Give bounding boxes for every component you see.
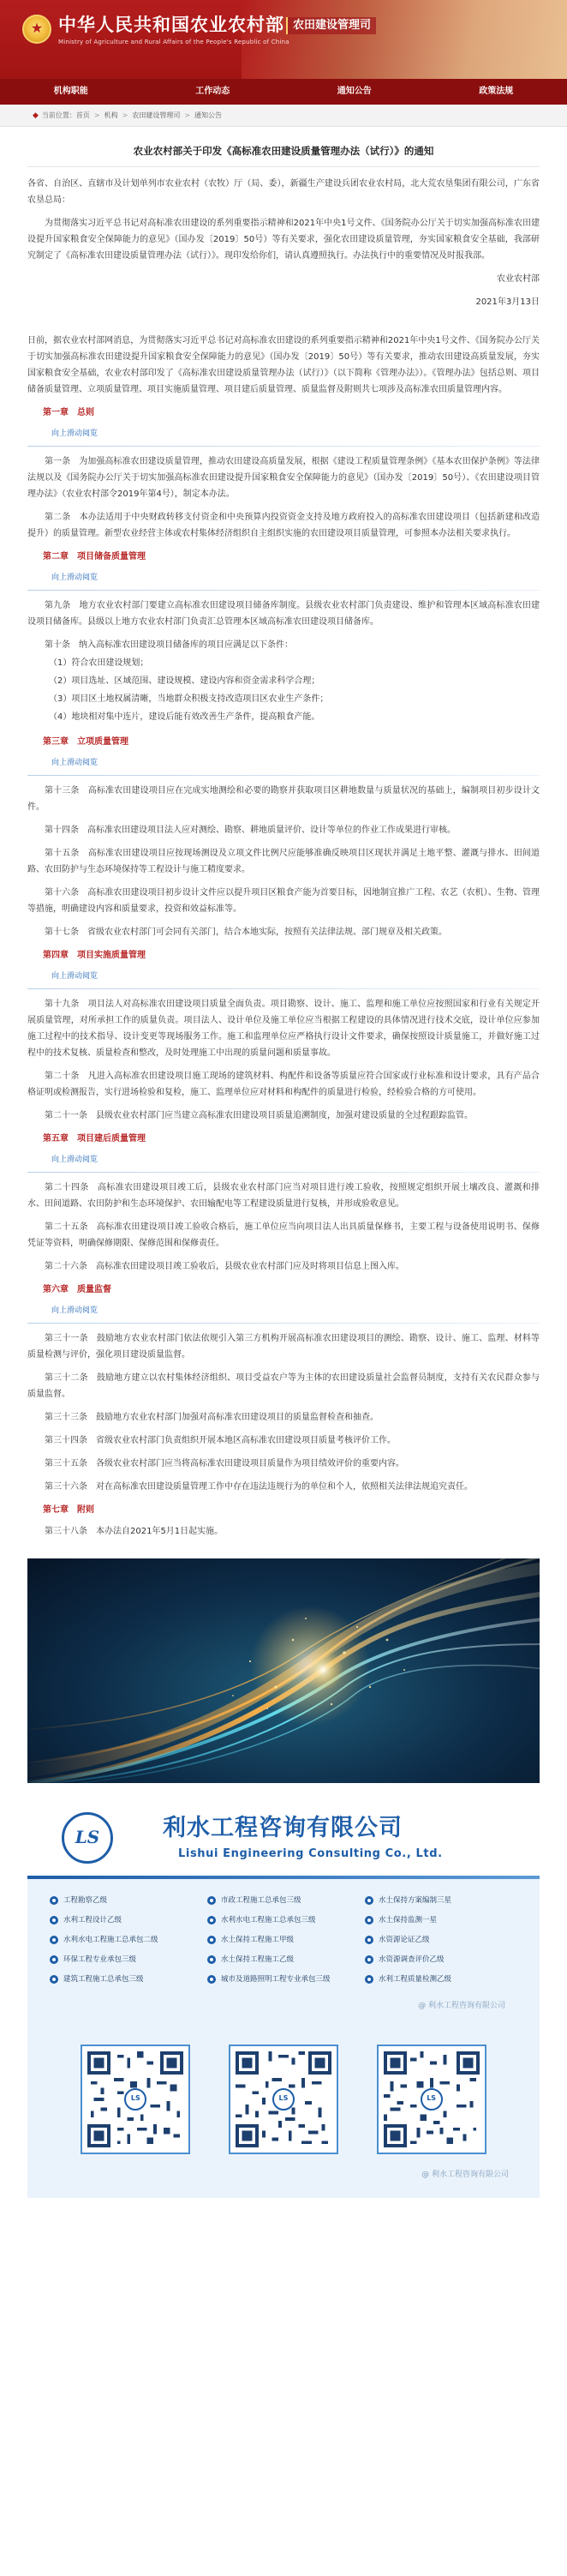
qualification-label: 水利水电工程施工总承包二级 [63,1936,158,1944]
breadcrumb-separator: > [93,111,100,119]
article-clause: 第三十三条 鼓励地方农业农村部门加强对高标准农田建设项目的质量监督检查和抽查。 [45,1413,379,1422]
location-pin-icon: ◆ [33,111,39,120]
notice-body: 为贯彻落实习近平总书记对高标准农田建设的系列重要指示精神和2021年中央1号文件、《国务院办公厅关于切实加强高标准农田建设提升国家粮食安全保障能力的意见》（国办发〔2019〕50号）等有关要求，强化农田建设质量管理，夯实国家粮食安全基础，我部研究制定了《高标准农田建设质量管理办法（试行）》。现印发给你们，请认真遵照执行。办法执行中的重要情况及时报我部。 [27,219,540,261]
breadcrumb-separator: > [122,111,128,119]
nav-item-policies[interactable]: 政策法规 [479,87,514,96]
scroll-hint [27,755,540,778]
article [0,127,567,1540]
signature: 农业农村部 [497,274,540,284]
company-name: 利水工程咨询有限公司 [163,1815,403,1841]
list-item: （2）项目选址、区域范围、建设规模、建设内容和资金需求科学合理； [49,676,320,686]
scroll-hint-label: 向上滑动阅览 [51,1306,98,1315]
chapter-heading: 第六章 质量监督 [43,1285,111,1294]
bullet-icon [365,1896,373,1905]
article-clause: 第三十六条 对在高标准农田建设质量管理工作中存在违法违规行为的单位和个人，依照相关法律法规追究责任。 [45,1482,473,1492]
article-clause: 第三十八条 本办法自2021年5月1日起实施。 [45,1527,224,1536]
qualification-item [365,1914,517,1926]
watermark: @ 利水工程咨询有限公司 [27,2168,540,2198]
bullet-icon [50,1916,58,1924]
article-clause: 第十四条 高标准农田建设项目法人应对测绘、勘察、耕地质量评价、设计等单位的作业工作成果进行审核。 [45,826,456,835]
list-item: （1）符合农田建设规划； [49,658,149,668]
article-clause: 第二十条 凡进入高标准农田建设项目施工现场的建筑材料、构配件和设备等质量应符合国家或行业标准和设计要求，具有产品合格证明或检测报告，实行进场检验和复检，施工、监理单位应对材料和构配件的质量进行检验，经检验合格的方可使用。 [27,1072,540,1097]
qualification-label: 水土保持方案编制三星 [379,1896,452,1905]
issue-date: 2021年3月13日 [475,297,540,307]
company-name-english: Lishui Engineering Consulting Co., Ltd. [178,1847,443,1860]
chapter-heading: 第三章 立项质量管理 [43,737,128,747]
decorative-banner-image [27,1558,540,1783]
breadcrumb [0,105,567,127]
article-clause: 第二十一条 县级农业农村部门应当建立高标准农田建设项目质量追溯制度，加强对建设质量的全过程跟踪监管。 [45,1111,473,1120]
article-clause: 第二十六条 高标准农田建设项目竣工验收后，县级农业农村部门应及时将项目信息上图入库。 [45,1262,404,1271]
scroll-hint-label: 向上滑动阅览 [51,573,98,582]
chapter-heading: 第五章 项目建后质量管理 [43,1134,146,1144]
scroll-hint [27,969,540,991]
sub-site-name[interactable]: 农田建设管理司 [286,17,376,34]
qualification-item [50,1914,202,1926]
page-bottom-spacer [0,2198,567,2210]
qualification-item [50,1973,202,1985]
header-wheat-background [242,0,567,79]
divider [27,590,540,591]
qr-code-wechat[interactable] [81,2045,190,2154]
qualification-label: 水利工程设计乙级 [63,1916,122,1924]
chapter-heading: 第四章 项目实施质量管理 [43,951,146,960]
bullet-icon [50,1896,58,1905]
article-clause: 第十七条 省级农业农村部门可会同有关部门，结合本地实际，按照有关法律法规、部门规章及相关政策。 [45,928,447,937]
company-logo-text: LS [75,1827,100,1847]
bullet-icon [50,1936,58,1944]
site-header [0,0,567,79]
qualification-item [365,1934,517,1946]
qualification-item [50,1894,202,1906]
qualification-label: 环保工程专业承包三级 [63,1955,137,1964]
bullet-icon [207,1936,216,1944]
company-logo [62,1812,113,1864]
bullet-icon [365,1916,373,1924]
qualification-item [207,1973,360,1985]
qualification-item [365,1894,517,1906]
list-item: （4）地块相对集中连片，建设后能有效改善生产条件，提高粮食产能。 [49,712,320,722]
qualification-label: 水资源调查评价乙级 [379,1955,445,1964]
bullet-icon [365,1975,373,1984]
qualification-label: 水资源论证乙级 [379,1936,430,1944]
divider [27,775,540,776]
qualification-label: 水土保持工程施工甲级 [221,1936,295,1944]
article-clause: 第十条 纳入高标准农田建设项目储备库的项目应满足以下条件： [45,640,293,650]
national-emblem-icon [22,15,51,44]
divider [27,988,540,989]
bullet-icon [365,1936,373,1944]
article-clause: 第十六条 高标准农田建设项目初步设计文件应以提升项目区粮食产能为首要目标，因地制宜推广工程、农艺（农机）、生物、管理等措施，明确建设内容和质量要求，投资和效益标准等。 [27,888,540,914]
qualification-label: 工程勘察乙级 [63,1896,108,1905]
bullet-icon [365,1955,373,1964]
article-clause: 第十三条 高标准农田建设项目应在完成实地测绘和必要的勘察并获取项目区耕地数量与质量状况的基础上，编制项目初步设计文件。 [27,786,540,812]
bullet-icon [50,1955,58,1964]
qualification-label: 城市及道路照明工程专业承包三级 [221,1975,331,1984]
bullet-icon [207,1955,216,1964]
article-clause: 第十九条 项目法人对高标准农田建设项目质量全面负责。项目勘察、设计、施工、监理和施工单位应按照国家和行业有关规定开展质量管理，对所承担工作的质量负责。项目法人、设计单位及施工单位应当根据工程建设的具体情况进行技术交底，设计单位应参加施工过程中的技术指导、设计变更等现场服务工作。施工和监理单位应严格执行设计文件要求，确保按照设计质量施工，并做好施工过程中的技术复核、质量检查和整改，及时处理施工中出现的质量问题和质量事故。 [27,1000,540,1058]
qualification-label: 水土保持工程施工乙级 [221,1955,295,1964]
article-clause: 第三十五条 各级农业农村部门应当将高标准农田建设项目质量作为项目绩效评价的重要内容。 [45,1459,404,1468]
qualification-item [207,1934,360,1946]
bullet-icon [207,1916,216,1924]
qualification-label: 市政工程施工总承包三级 [221,1896,301,1905]
article-clause: 第三十一条 鼓励地方农业农村部门依法依规引入第三方机构开展高标准农田建设项目的测绘、勘察、设计、施工、监理、材料等质量检测与评价，强化项目建设质量监督。 [27,1334,540,1360]
scroll-hint-label: 向上滑动阅览 [51,972,98,981]
scroll-hint-label: 向上滑动阅览 [51,759,98,767]
bullet-icon [207,1896,216,1905]
divider [27,446,540,447]
qr-code-row [27,2026,540,2168]
article-clause: 第二十五条 高标准农田建设项目竣工验收合格后，施工单位应当向项目法人出具质量保修书，主要工程与设备使用说明书、保修凭证等资料，明确保修期限、保修范围和保修责任。 [27,1222,540,1248]
qualification-label: 建筑工程施工总承包三级 [63,1975,144,1984]
scroll-hint-label: 向上滑动阅览 [51,429,98,438]
article-clause: 第三十二条 鼓励地方建立以农村集体经济组织、项目受益农户等为主体的农田建设质量社会监督员制度，支持有关农民群众参与质量监督。 [27,1373,540,1399]
qualification-item [207,1914,360,1926]
qualification-item [50,1954,202,1966]
nav-item-news[interactable]: 工作动态 [195,87,230,96]
qr-code-douyin[interactable] [377,2045,486,2154]
site-title[interactable]: 中华人民共和国农业农村部 [58,14,284,35]
breadcrumb-home[interactable]: 首页 [75,111,90,119]
qualification-item [365,1954,517,1966]
qr-code-website[interactable] [229,2045,338,2154]
article-title: 农业农村部关于印发《高标准农田建设质量管理办法（试行）》的通知 [27,141,540,167]
qualification-item [207,1894,360,1906]
interpretation-paragraph: 日前，据农业农村部网消息，为贯彻落实习近平总书记对高标准农田建设的系列重要指示精神和2021年中央1号文件、《国务院办公厅关于切实加强高标准农田建设提升国家粮食安全保障能力的意见》（国办发〔2019〕50号）等有关要求，推动农田建设高质量发展，夯实国家粮食安全基础，农业农村部印发了《高标准农田建设质量管理办法（试行）》（以下简称《管理办法》）。《管理办法》包括总则、项目储备质量管理、立项质量管理、项目实施质量管理、项目建后质量管理、质量监督及附则共七项涉及高标准农田质量管理内容。 [27,336,540,394]
chapter-heading: 第二章 项目储备质量管理 [43,552,146,561]
main-nav [0,79,567,105]
divider [27,1172,540,1173]
chapter-heading: 第七章 附则 [43,1505,94,1515]
company-header [27,1802,540,1876]
list-item: （3）项目区土地权属清晰，当地群众积极支持改造项目区农业生产条件； [49,694,329,704]
salutation: 各省、自治区、直辖市及计划单列市农业农村（农牧）厅（局、委），新疆生产建设兵团农业农村局，北大荒农垦集团有限公司，广东省农垦总局： [27,179,540,205]
nav-item-functions[interactable]: 机构职能 [53,87,88,96]
watermark: @ 利水工程咨询有限公司 [418,2002,505,2010]
qualification-item [365,1973,517,1985]
scroll-hint [27,570,540,592]
article-clause: 第二条 本办法适用于中央财政转移支付资金和中央预算内投资资金支持及地方政府投入的高标准农田建设项目（包括新建和改造提升）的质量管理。新型农业经营主体或农村集体经济组织自主组织实施的农田建设项目质量管理，可参照本办法相关要求执行。 [27,513,540,538]
qr-logo-badge [272,2088,295,2111]
bullet-icon [50,1975,58,1984]
chapter-heading: 第一章 总则 [43,408,94,417]
article-clause: 第十五条 高标准农田建设项目应按现场测设及立项文件比例尺应能够准确反映项目区现状并满足土地平整、灌溉与排水、田间道路、农田防护与生态环境保持等工程设计与施工精度要求。 [27,849,540,874]
qr-logo-badge [421,2088,443,2111]
qualification-list [27,1879,540,1997]
nav-item-notices[interactable]: 通知公告 [337,87,372,96]
company-card [27,1802,540,2198]
scroll-hint [27,1152,540,1174]
article-clause: 第一条 为加强高标准农田建设质量管理，推动农田建设高质量发展，根据《建设工程质量管理条例》《基本农田保护条例》等法律法规以及《国务院办公厅关于切实加强高标准农田建设提升国家粮食安全保障能力的意见》（国办发〔2019〕50号）、《农田建设项目管理办法》（农业农村部令2019年第4号），制定本办法。 [27,457,540,499]
qualification-item [50,1934,202,1946]
qualification-label: 水利工程质量检测乙级 [379,1975,452,1984]
breadcrumb-separator: > [184,111,191,119]
light-streaks-graphic [27,1558,540,1783]
bullet-icon [207,1975,216,1984]
article-clause: 第三十四条 省级农业农村部门负责组织开展本地区高标准农田建设项目质量考核评价工作。 [45,1436,396,1445]
qualification-label: 水土保持监测一星 [379,1916,438,1924]
scroll-hint [27,426,540,448]
breadcrumb-org[interactable]: 机构 [104,111,118,119]
breadcrumb-prefix: 当前位置： [41,111,76,119]
scroll-hint [27,1303,540,1325]
article-clause: 第九条 地方农业农村部门要建立高标准农田建设项目储备库制度。县级农业农村部门负责建设、维护和管理本区域高标准农田建设项目储备库。县级以上地方农业农村部门负责汇总管理本区域高标准农田建设项目储备库。 [27,601,540,627]
site-title-english: Ministry of Agriculture and Rural Affairs of the People's Republic of China [58,39,289,45]
qualification-item [207,1954,360,1966]
article-clause: 第二十四条 高标准农田建设项目竣工后，县级农业农村部门应当对项目进行竣工验收，按照规定组织开展土壤改良、灌溉和排水、田间道路、农田防护和生态环境保护、农田输配电等工程建设质量进行复核，并形成验收意见。 [27,1183,540,1209]
qualification-label: 水利水电工程施工总承包三级 [221,1916,316,1924]
breadcrumb-current[interactable]: 通知公告 [194,111,223,119]
breadcrumb-department[interactable]: 农田建设管理司 [132,111,181,119]
scroll-hint-label: 向上滑动阅览 [51,1156,98,1164]
divider [27,1323,540,1324]
